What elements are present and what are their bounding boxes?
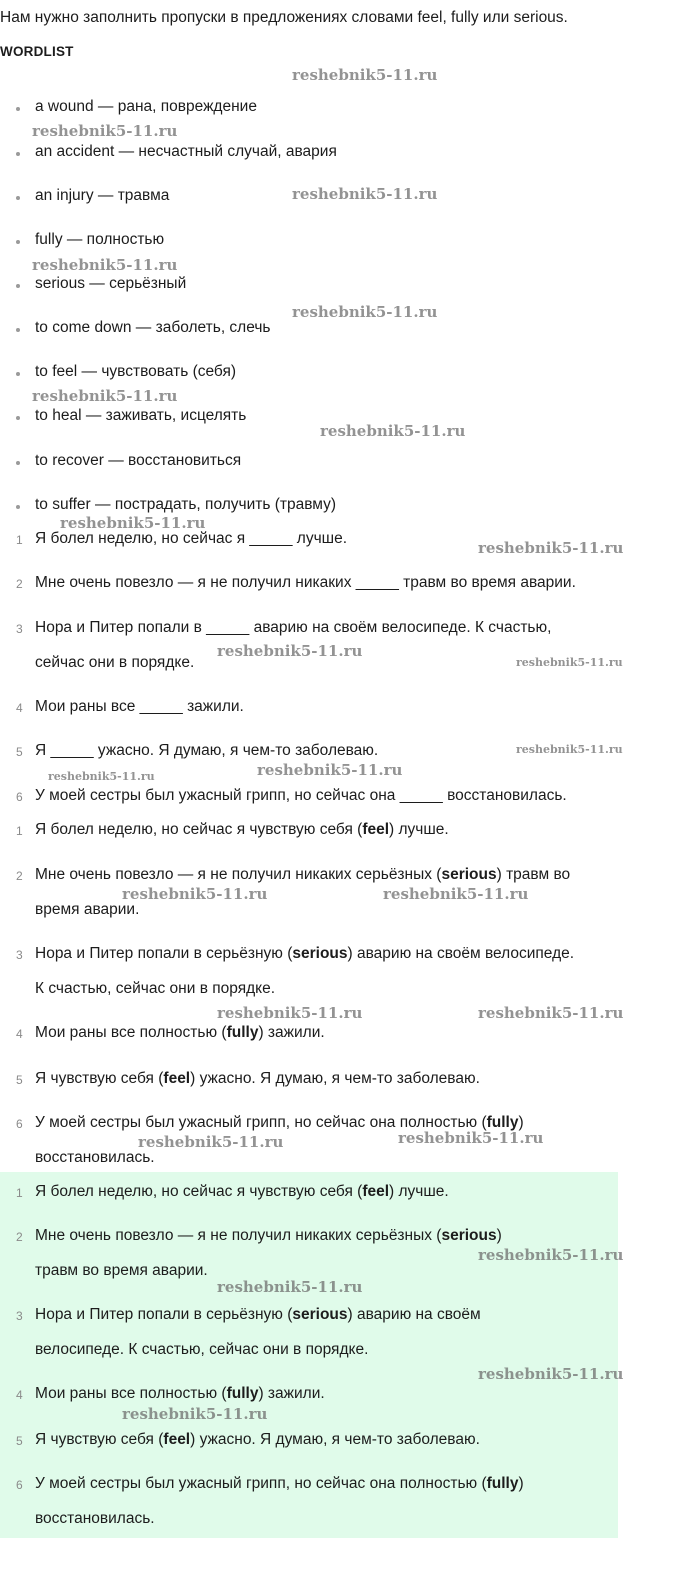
watermark: reshebnik5-11.ru (478, 1365, 624, 1383)
watermark: reshebnik5-11.ru (217, 1004, 363, 1022)
answer-sentence: У моей сестры был ужасный грипп, но сейчас она полностью (fully) (35, 1114, 524, 1131)
watermark: reshebnik5-11.ru (292, 185, 438, 203)
watermark: reshebnik5-11.ru (32, 387, 178, 405)
answer-sentence: Мои раны все полностью (fully) зажили. (35, 1024, 325, 1041)
final-sentence-cont: велосипеде. К счастью, сейчас они в порядке. (35, 1341, 369, 1358)
watermark: reshebnik5-11.ru (292, 66, 438, 84)
answer-word: feel (163, 1431, 191, 1448)
answer-word: serious (292, 945, 348, 962)
bullet-icon (16, 372, 20, 376)
item-number: 3 (16, 948, 23, 962)
watermark: reshebnik5-11.ru (217, 642, 363, 660)
item-number: 1 (16, 1186, 23, 1200)
bullet-icon (16, 107, 20, 111)
watermark: reshebnik5-11.ru (383, 885, 529, 903)
item-number: 6 (16, 1117, 23, 1131)
final-sentence: Я чувствую себя (feel) ужасно. Я думаю, я чем-то заболеваю. (35, 1431, 480, 1448)
answer-sentence-cont: время аварии. (35, 901, 140, 918)
exercise-sentence: У моей сестры был ужасный грипп, но сейчас она _____ восстановилась. (35, 787, 567, 804)
item-number: 6 (16, 1478, 23, 1492)
watermark: reshebnik5-11.ru (122, 1405, 268, 1423)
answer-word: fully (486, 1114, 519, 1131)
item-number: 1 (16, 533, 23, 547)
final-sentence: Мои раны все полностью (fully) зажили. (35, 1385, 325, 1402)
exercise-sentence: Мне очень повезло — я не получил никаких _____ травм во время аварии. (35, 574, 576, 591)
bullet-icon (16, 416, 20, 420)
final-sentence-cont: восстановилась. (35, 1510, 155, 1527)
exercise-sentence: Нора и Питер попали в _____ аварию на своём велосипеде. К счастью, (35, 619, 552, 636)
answer-word: fully (486, 1475, 519, 1492)
watermark: reshebnik5-11.ru (478, 1246, 624, 1264)
item-number: 2 (16, 577, 23, 591)
bullet-icon (16, 461, 20, 465)
wordlist-title: WORDLIST (0, 44, 74, 59)
item-number: 4 (16, 1388, 23, 1402)
watermark: reshebnik5-11.ru (478, 539, 624, 557)
answer-sentence: Нора и Питер попали в серьёзную (serious) аварию на своём велосипеде. (35, 945, 575, 962)
answer-sentence: Мне очень повезло — я не получил никаких серьёзных (serious) травм во (35, 866, 571, 883)
watermark: reshebnik5-11.ru (398, 1129, 544, 1147)
item-number: 5 (16, 1434, 23, 1448)
bullet-icon (16, 196, 20, 200)
exercise-sentence: Я _____ ужасно. Я думаю, я чем-то заболеваю. (35, 742, 379, 759)
exercise-sentence-cont: сейчас они в порядке. (35, 654, 195, 671)
bullet-icon (16, 328, 20, 332)
watermark: reshebnik5-11.ru (32, 256, 178, 274)
final-sentence: У моей сестры был ужасный грипп, но сейчас она полностью (fully) (35, 1475, 524, 1492)
item-number: 2 (16, 869, 23, 883)
final-sentence-cont: травм во время аварии. (35, 1262, 208, 1279)
item-number: 3 (16, 622, 23, 636)
answer-word: fully (226, 1024, 259, 1041)
intro-text: Нам нужно заполнить пропуски в предложениях словами feel, fully или serious. (0, 9, 568, 26)
watermark: reshebnik5-11.ru (32, 122, 178, 140)
answer-sentence-cont: К счастью, сейчас они в порядке. (35, 980, 276, 997)
item-number: 6 (16, 790, 23, 804)
watermark: reshebnik5-11.ru (122, 885, 268, 903)
answer-word: fully (226, 1385, 259, 1402)
bullet-icon (16, 505, 20, 509)
answer-word: feel (362, 1183, 390, 1200)
exercise-sentence: Я болел неделю, но сейчас я _____ лучше. (35, 530, 348, 547)
item-number: 5 (16, 1073, 23, 1087)
watermark: reshebnik5-11.ru (320, 422, 466, 440)
final-sentence: Я болел неделю, но сейчас я чувствую себя (feel) лучше. (35, 1183, 449, 1200)
answer-sentence: Я болел неделю, но сейчас я чувствую себя (feel) лучше. (35, 821, 449, 838)
watermark: reshebnik5-11.ru (138, 1133, 284, 1151)
answer-word: serious (292, 1306, 348, 1323)
item-number: 3 (16, 1309, 23, 1323)
bullet-icon (16, 240, 20, 244)
item-number: 1 (16, 824, 23, 838)
item-number: 5 (16, 745, 23, 759)
watermark: reshebnik5-11.ru (257, 761, 403, 779)
watermark: reshebnik5-11.ru (478, 1004, 624, 1022)
final-sentence: Мне очень повезло — я не получил никаких серьёзных (serious) (35, 1227, 502, 1244)
final-sentence: Нора и Питер попали в серьёзную (serious) аварию на своём (35, 1306, 481, 1323)
bullet-icon (16, 284, 20, 288)
watermark: reshebnik5-11.ru (48, 770, 155, 783)
item-number: 4 (16, 1027, 23, 1041)
item-number: 4 (16, 701, 23, 715)
answer-sentence-cont: восстановилась. (35, 1149, 155, 1166)
watermark: reshebnik5-11.ru (292, 303, 438, 321)
watermark: reshebnik5-11.ru (516, 656, 623, 669)
answer-sentence: Я чувствую себя (feel) ужасно. Я думаю, я чем-то заболеваю. (35, 1070, 480, 1087)
item-number: 2 (16, 1230, 23, 1244)
exercise-sentence: Мои раны все _____ зажили. (35, 698, 244, 715)
watermark: reshebnik5-11.ru (516, 743, 623, 756)
answer-word: serious (441, 866, 497, 883)
bullet-icon (16, 152, 20, 156)
watermark: reshebnik5-11.ru (60, 514, 206, 532)
answer-word: feel (163, 1070, 191, 1087)
answer-word: feel (362, 821, 390, 838)
watermark: reshebnik5-11.ru (217, 1278, 363, 1296)
answer-word: serious (441, 1227, 497, 1244)
